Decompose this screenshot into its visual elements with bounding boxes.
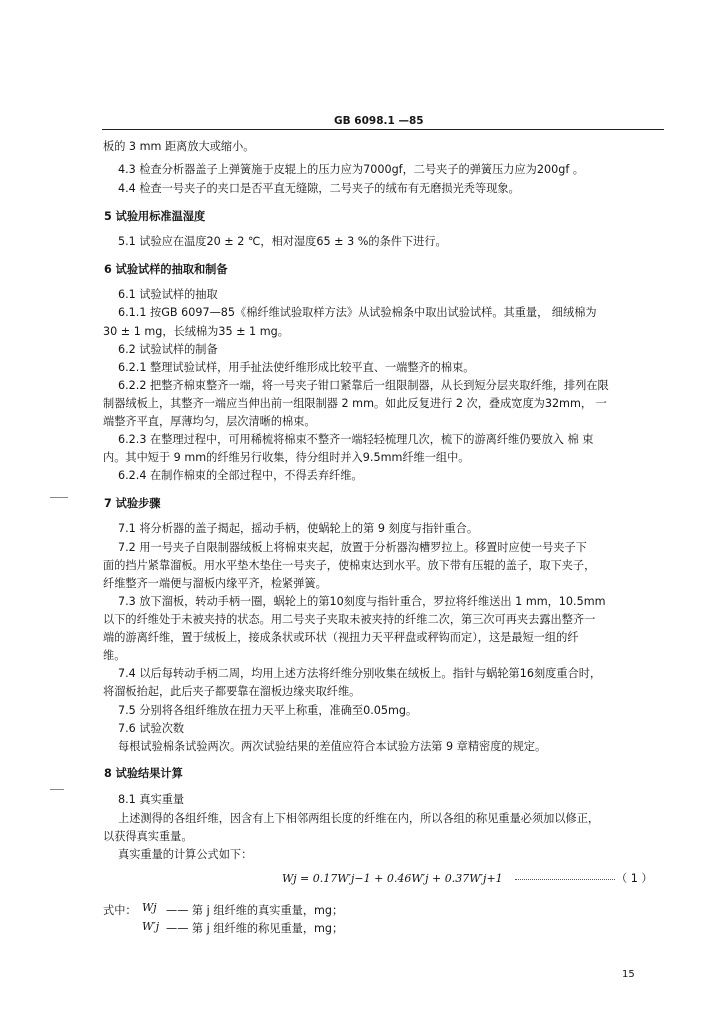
clause-7-2: 7.2 用一号夹子自限制器绒板上将棉束夹起，放置于分析器沟槽罗拉上。移置时应使一号夹子下 xyxy=(118,541,587,554)
text-line: 30 ± 1 mg，长绒棉为35 ± 1 mg。 xyxy=(103,325,289,338)
text-line: 每根试验棉条试验两次。两次试验结果的差值应符合本试验方法第 9 章精密度的规定。 xyxy=(118,740,547,753)
clause-6-2-3: 6.2.3 在整理过程中，可用稀梳将棉束不整齐一端轻轻梳理几次，梳下的游离纤维仍要放入 棉 束 xyxy=(118,433,594,446)
clause-6-1: 6.1 试验试样的抽取 xyxy=(118,288,218,301)
clause-5-1: 5.1 试验应在温度20 ± 2 ℃，相对湿度65 ± 3 %的条件下进行。 xyxy=(118,235,447,248)
clause-7-1: 7.1 将分析器的盖子揭起，摇动手柄，使蜗轮上的第 9 刻度与指针重合。 xyxy=(118,522,479,535)
scan-margin-mark xyxy=(50,497,68,498)
text-line: 维。 xyxy=(103,649,126,662)
variable-symbol: W′j xyxy=(142,920,160,933)
clause-7-3: 7.3 放下溜板，转动手柄一圈，蜗轮上的第10刻度与指针重合，罗拉将纤维送出 1 mm，10.5mm xyxy=(118,595,606,608)
section-6-heading: 6 试验试样的抽取和制备 xyxy=(104,263,228,276)
formula-rhs: = 0.17W′j−1 + 0.46W′j + 0.37W′j+1 xyxy=(300,872,503,885)
clause-7-5: 7.5 分别将各组纤维放在扭力天平上称重，准确至0.05mg。 xyxy=(118,704,418,717)
text-line: 端整齐平直，厚薄均匀，层次清晰的棉束。 xyxy=(103,415,316,428)
document-code: GB 6098.1 —85 xyxy=(334,115,424,127)
section-8-heading: 8 试验结果计算 xyxy=(104,767,183,780)
header-rule xyxy=(102,129,664,130)
text-line: 面的挡片紧靠溜板。用水平垫木垫住一号夹子，使棉束达到水平。放下带有压辊的盖子，取下夹子， xyxy=(103,559,596,572)
text-line: 纤维整齐一端便与溜板内缘平齐，检紧弹簧。 xyxy=(103,577,327,590)
text-line: 上述测得的各组纤维，因含有上下相邻两组长度的纤维在内，所以各组的称见重量必须加以修正， xyxy=(118,812,600,825)
clause-8-1: 8.1 真实重量 xyxy=(118,793,185,806)
formula-leader-dots xyxy=(515,879,615,880)
variable-definition: —— 第 j 组纤维的称见重量，mg； xyxy=(166,922,344,935)
page-number: 15 xyxy=(622,969,635,980)
variable-definition: —— 第 j 组纤维的真实重量，mg； xyxy=(166,904,344,917)
clause-6-2-4: 6.2.4 在制作棉束的全部过程中，不得丢弃纤维。 xyxy=(118,469,363,482)
formula-number: （ 1 ） xyxy=(616,872,653,885)
clause-6-1-1: 6.1.1 按GB 6097—85《棉纤维试验取样方法》从试验棉条中取出试验试样。其重量， 细绒棉为 xyxy=(118,306,597,319)
scan-margin-mark xyxy=(50,789,64,790)
text-line: 以获得真实重量。 xyxy=(103,830,193,843)
clause-7-4: 7.4 以后每转动手柄二周，均用上述方法将纤维分别收集在绒板上。指针与蜗轮第16刻度重合时， xyxy=(118,667,602,680)
formula-lhs: Wj xyxy=(282,872,297,885)
text-line: 制器绒板上，其整齐一端应当伸出前一组限制器 2 mm。如此反复进行 2 次，叠成宽度为32mm， 一 xyxy=(103,397,607,410)
text-line: 将溜板抬起，此后夹子都要靠在溜板边缘夹取纤维。 xyxy=(103,685,361,698)
clause-7-6: 7.6 试验次数 xyxy=(118,722,185,735)
text-line: 端的游离纤维，置于绒板上，接成条状或环状（视扭力天平秤盘或秤钩而定），这是最短一组的纤 xyxy=(103,631,579,644)
text-line: 板的 3 mm 距离放大或缩小。 xyxy=(103,140,255,153)
where-label: 式中： xyxy=(103,904,137,917)
section-7-heading: 7 试验步骤 xyxy=(104,497,161,510)
text-line: 以下的纤维处于未被夹持的状态。用二号夹子夹取未被夹持的纤维二次，第三次可再夹去露出整齐一 xyxy=(103,613,596,626)
text-line: 内。其中短于 9 mm的纤维另行收集，待分组时并入9.5mm纤维一组中。 xyxy=(103,451,470,464)
clause-4-4: 4.4 检查一号夹子的夹口是否平直无缝隙，二号夹子的绒布有无磨损光秃等现象。 xyxy=(118,182,520,195)
section-5-heading: 5 试验用标准温湿度 xyxy=(104,210,206,223)
clause-6-2-1: 6.2.1 整理试验试样，用手扯法使纤维形成比较平直、一端整齐的棉束。 xyxy=(118,361,475,374)
text-line: 真实重量的计算公式如下： xyxy=(118,848,253,861)
clause-6-2: 6.2 试验试样的制备 xyxy=(118,343,218,356)
variable-symbol: Wj xyxy=(142,901,157,914)
clause-6-2-2: 6.2.2 把整齐棉束整齐一端，将一号夹子钳口紧靠后一组限制器，从长到短分层夹取纤维，排列在限 xyxy=(118,379,609,392)
clause-4-3: 4.3 检查分析器盖子上弹簧施于皮辊上的压力应为7000gf，二号夹子的弹簧压力应为200gf 。 xyxy=(118,163,584,176)
